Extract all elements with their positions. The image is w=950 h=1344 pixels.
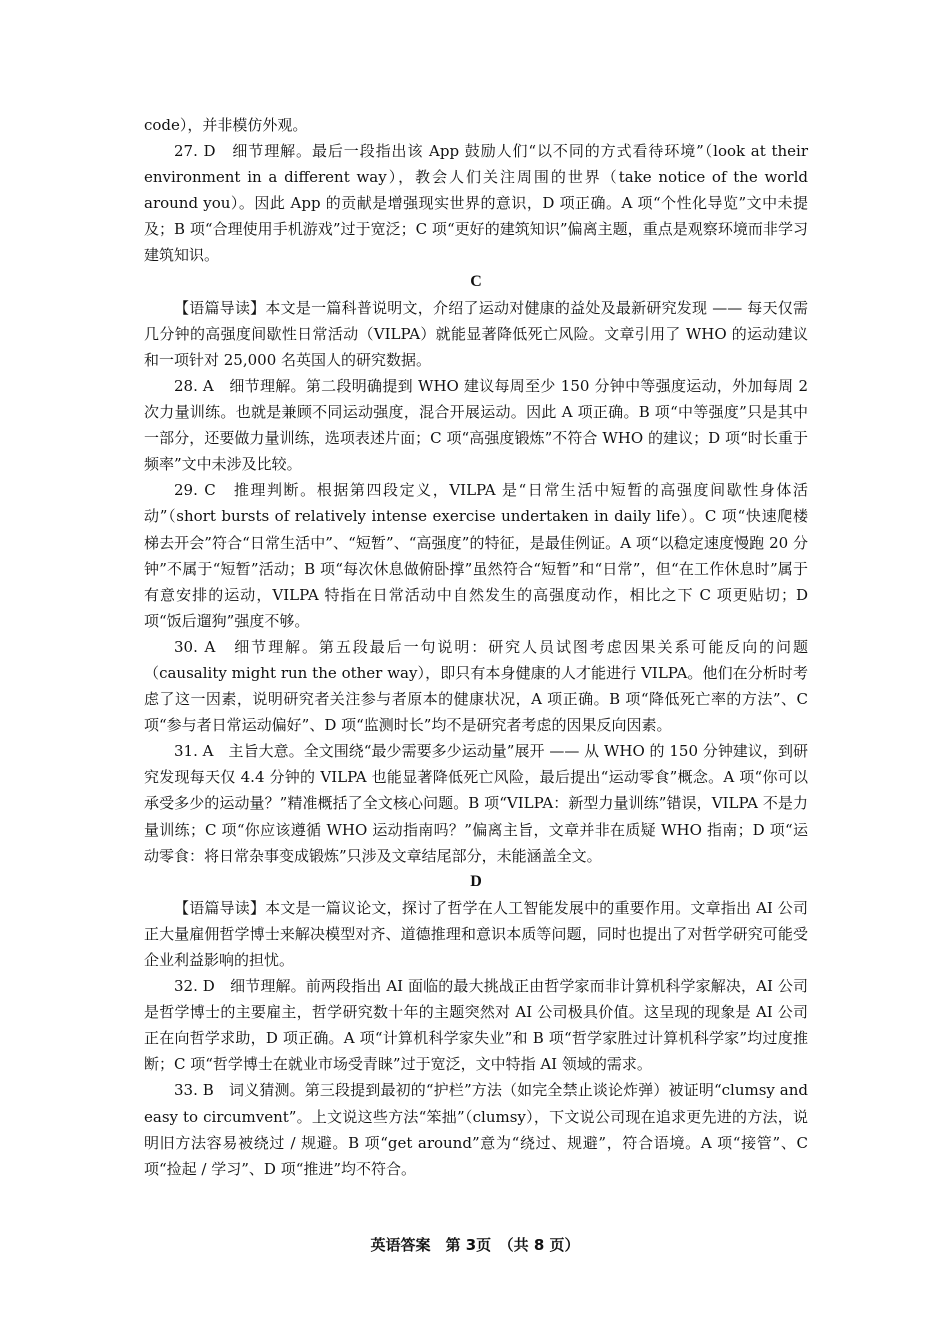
page-footer: 英语答案 第 3页 （共 8 页） bbox=[370, 1236, 580, 1254]
answer-28: 28. A 细节理解。第二段明确提到 WHO 建议每周至少 150 分钟中等强度运动，外加每周 2 次力量训练。也就是兼顾不同运动强度，混合开展运动。因此 A 项正确。B 项“中等强度”只是其中一部分，还要做力量训练，选项表述片面；C 项“高强度锻炼”不符合 WHO 的建议；D 项“时长重于频率”文中未涉及比较。 bbox=[144, 376, 808, 474]
answer-33: 33. B 词义猜测。第三段提到最初的“护栏”方法（如完全禁止谈论炸弹）被证明“clumsy and easy to circumvent”。上文说这些方法“笨拙”（clumsy），下文说公司现在追求更先进的方法，说明旧方法容易被绕过 / 规避。B 项“get around”意为“绕过、规避”，符合语境。A 项“接管”、C 项“捡起 / 学习”、D 项“推进”均不符合。 bbox=[144, 1081, 808, 1178]
paragraph-continuation: code），并非模仿外观。 bbox=[144, 116, 308, 134]
answer-27: 27. D 细节理解。最后一段指出该 App 鼓励人们“以不同的方式看待环境”（look at their environment in a different way），教会人们关注周围的世界（take notice of the world around you）。因此 App 的贡献是增强现实世界的意识，D 项正确。A 项“个性化导览”文中未提及；B 项“合理使用手机游戏”过于宽泛；C 项“更好的建筑知识”偏离主题，重点是观察环境而非学习建筑知识。 bbox=[144, 142, 808, 265]
answer-30: 30. A 细节理解。第五段最后一句说明：研究人员试图考虑因果关系可能反向的问题（causality might run the other way），即只有本身健康的人才能进行 VILPA。他们在分析时考虑了这一因素，说明研究者关注参与者原本的健康状况，A 项正确。B 项“降低死亡率的方法”、C 项“参与者日常运动偏好”、D 项“监测时长”均不是研究者考虑的因果反向因素。 bbox=[144, 637, 808, 735]
section-heading-c: C bbox=[470, 272, 482, 290]
section-heading-d: D bbox=[470, 872, 482, 890]
answer-31: 31. A 主旨大意。全文围绕“最少需要多少运动量”展开 —— 从 WHO 的 150 分钟建议，到研究发现每天仅 4.4 分钟的 VILPA 也能显著降低死亡风险，最后提出“运动零食”概念。A 项“你可以承受多少的运动量？”精准概括了全文核心问题。B 项“VILPA：新型力量训练”错误，VILPA 不是力量训练；C 项“你应该遵循 WHO 运动指南吗？”偏离主旨，文章并非在质疑 WHO 指南；D 项“运动零食：将日常杂事变成锻炼”只涉及文章结尾部分，未能涵盖全文。 bbox=[144, 742, 808, 865]
reading-guide-d: 【语篇导读】本文是一篇议论文，探讨了哲学在人工智能发展中的重要作用。文章指出 AI 公司正大量雇佣哲学博士来解决模型对齐、道德推理和意识本质等问题，同时也提出了对哲学研究可能受企业利益影响的担忧。 bbox=[144, 898, 808, 969]
reading-guide-c: 【语篇导读】本文是一篇科普说明文，介绍了运动对健康的益处及最新研究发现 —— 每天仅需几分钟的高强度间歇性日常活动（VILPA）就能显著降低死亡风险。文章引用了 WHO 的运动建议和一项针对 25,000 名英国人的研究数据。 bbox=[144, 298, 808, 369]
document-body bbox=[144, 112, 808, 1182]
answer-32: 32. D 细节理解。前两段指出 AI 面临的最大挑战正由哲学家而非计算机科学家解决，AI 公司是哲学博士的主要雇主，哲学研究数十年的主题突然对 AI 公司极具价值。这呈现的现象是 AI 公司正在向哲学求助，D 项正确。A 项“计算机科学家失业”和 B 项“哲学家胜过计算机科学家”均过度推断；C 项“哲学博士在就业市场受青睐”过于宽泛，文中特指 AI 领域的需求。 bbox=[144, 977, 808, 1074]
answer-29: 29. C 推理判断。根据第四段定义，VILPA 是“日常生活中短暂的高强度间歇性身体活动”（short bursts of relatively intense exercise undertaken in daily life）。C 项“快速爬楼梯去开会”符合“日常生活中”、“短暂”、“高强度”的特征，是最佳例证。A 项“以稳定速度慢跑 20 分钟”不属于“短暂”活动；B 项“每次休息做俯卧撑”虽然符合“短暂”和“日常”，但“在工作休息时”属于有意安排的运动，VILPA 特指在日常活动中自然发生的高强度动作，相比之下 C 项更贴切；D 项“饭后遛狗”强度不够。 bbox=[144, 481, 808, 630]
